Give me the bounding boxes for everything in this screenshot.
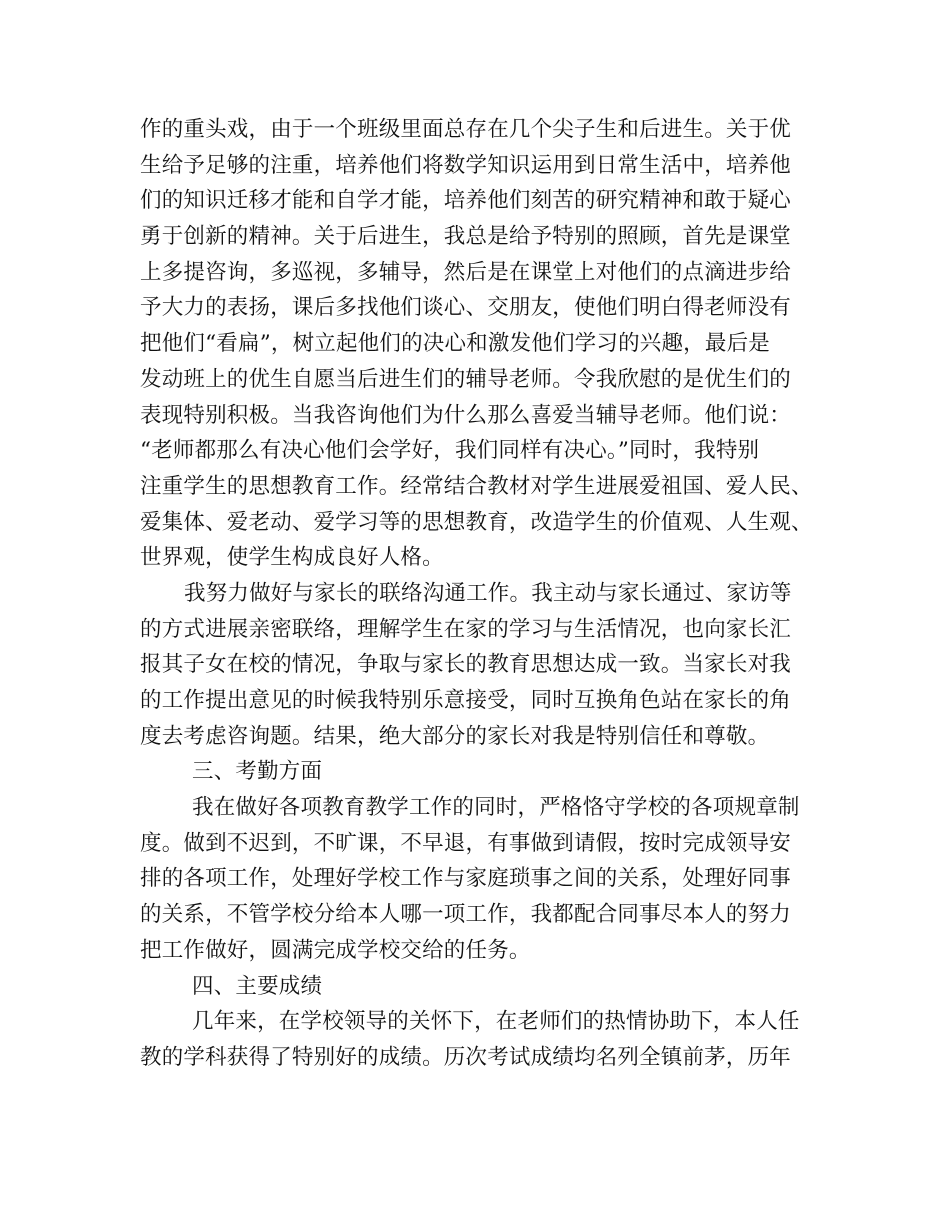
section-heading: 四、主要成绩 bbox=[192, 973, 323, 999]
text-line: 的方式进展亲密联络，理解学生在家的学习与生活情况，也向家长汇 bbox=[140, 616, 792, 642]
text-line: 发动班上的优生自愿当后进生们的辅导老师。令我欣慰的是优生们的 bbox=[140, 366, 792, 392]
paragraph-first-line: 我在做好各项教育教学工作的同时，严格恪守学校的各项规章制 bbox=[192, 795, 800, 821]
text-line: 报其子女在校的情况，争取与家长的教育思想达成一致。当家长对我 bbox=[140, 652, 792, 678]
text-line: 排的各项工作，处理好学校工作与家庭琐事之间的关系，处理好同事 bbox=[140, 866, 792, 892]
text-line: “老师都那么有决心他们会学好，我们同样有决心。”同时，我特别 bbox=[140, 438, 760, 464]
text-line: 上多提咨询，多巡视，多辅导，然后是在课堂上对他们的点滴进步给 bbox=[140, 259, 792, 285]
text-line: 予大力的表扬，课后多找他们谈心、交朋友，使他们明白得老师没有 bbox=[140, 295, 792, 321]
text-line: 爱集体、爱老动、爱学习等的思想教育，改造学生的价值观、人生观、 bbox=[140, 509, 813, 535]
text-line: 世界观，使学生构成良好人格。 bbox=[140, 545, 444, 571]
text-line: 们的知识迁移才能和自学才能，培养他们刻苦的研究精神和敢于疑心 bbox=[140, 188, 792, 214]
text-line: 度。做到不迟到，不旷课，不早退，有事做到请假，按时完成领导安 bbox=[140, 830, 792, 856]
text-line: 度去考虑咨询题。结果，绝大部分的家长对我是特别信任和尊敬。 bbox=[140, 723, 770, 749]
text-line: 的工作提出意见的时候我特别乐意接受，同时互换角色站在家长的角 bbox=[140, 688, 792, 713]
text-line: 把他们“看扁”，树立起他们的决心和激发他们学习的兴趣，最后是 bbox=[140, 331, 770, 357]
text-line: 的关系，不管学校分给本人哪一项工作，我都配合同事尽本人的努力 bbox=[140, 902, 792, 928]
paragraph-first-line: 几年来，在学校领导的关怀下，在老师们的热情协助下，本人任 bbox=[192, 1009, 800, 1035]
paragraph-first-line: 我努力做好与家长的联络沟通工作。我主动与家长通过、家访等 bbox=[184, 580, 792, 606]
text-line: 表现特别积极。当我咨询他们为什么那么喜爱当辅导老师。他们说： bbox=[140, 402, 792, 428]
text-line: 注重学生的思想教育工作。经常结合教材对学生进展爱祖国、爱人民、 bbox=[140, 473, 813, 499]
text-line: 作的重头戏，由于一个班级里面总存在几个尖子生和后进生。关于优 bbox=[140, 117, 792, 142]
text-line: 把工作做好，圆满完成学校交给的任务。 bbox=[140, 937, 531, 963]
text-line: 勇于创新的精神。关于后进生，我总是给予特别的照顾，首先是课堂 bbox=[140, 224, 792, 250]
section-heading: 三、考勤方面 bbox=[192, 759, 323, 785]
text-line: 教的学科获得了特别好的成绩。历次考试成绩均名列全镇前茅，历年 bbox=[140, 1044, 792, 1070]
body-text bbox=[140, 112, 830, 1076]
text-line: 生给予足够的注重，培养他们将数学知识运用到日常生活中，培养他 bbox=[140, 152, 792, 178]
